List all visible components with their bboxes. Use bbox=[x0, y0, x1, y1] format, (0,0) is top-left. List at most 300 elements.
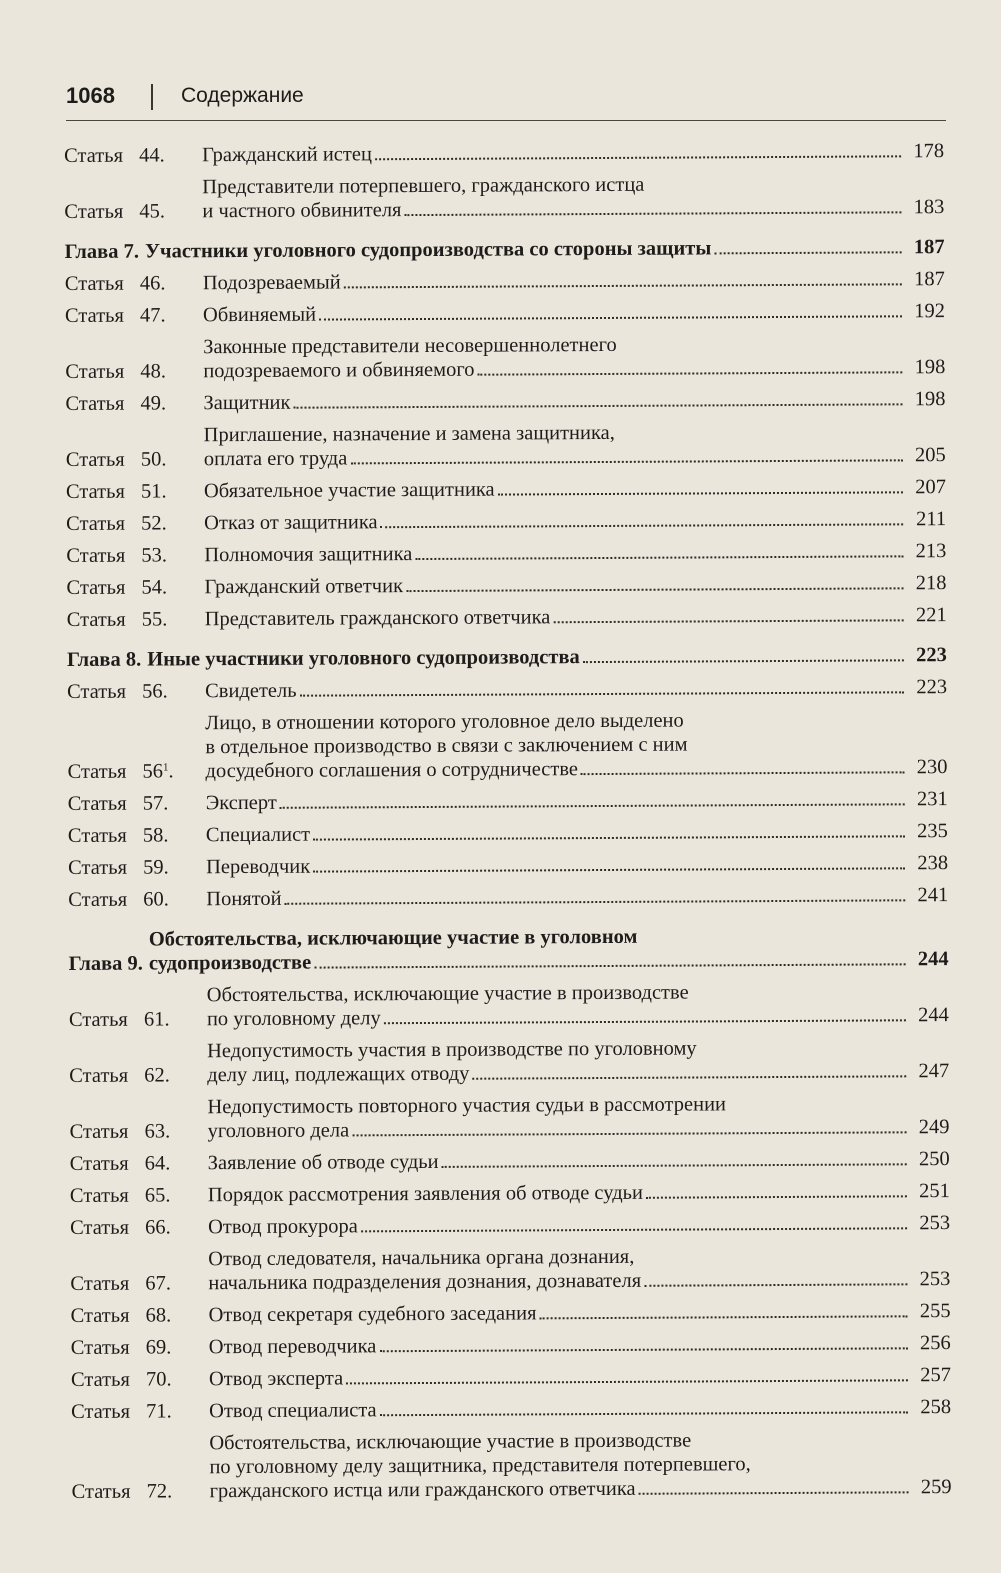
entry-body bbox=[205, 603, 947, 631]
chapter-label: Глава 9. bbox=[68, 952, 143, 975]
page-reference: 211 bbox=[916, 508, 947, 531]
page-reference: 247 bbox=[918, 1060, 950, 1083]
entry-body bbox=[206, 787, 948, 815]
dot-leader bbox=[375, 155, 901, 160]
article-label: Статья bbox=[71, 1480, 131, 1503]
entry-line bbox=[204, 507, 946, 535]
dot-leader bbox=[406, 587, 904, 592]
entry-body bbox=[145, 235, 945, 263]
toc-entry bbox=[70, 1143, 950, 1180]
entry-title: Порядок рассмотрения заявления об отводе судьи bbox=[207, 1181, 643, 1207]
dot-leader bbox=[313, 867, 905, 872]
entry-line bbox=[203, 299, 945, 327]
page-reference: 207 bbox=[915, 476, 947, 499]
entry-line bbox=[206, 787, 948, 815]
article-number-value: 49. bbox=[140, 392, 167, 415]
dot-leader bbox=[415, 555, 903, 560]
article-number bbox=[143, 887, 206, 911]
article-number-value: 52. bbox=[141, 512, 167, 535]
article-number bbox=[139, 143, 202, 167]
article-number-value: 63. bbox=[144, 1120, 171, 1143]
entry-title: Недопустимость повторного участия судьи в рассмотрении bbox=[207, 1093, 727, 1119]
dot-leader bbox=[553, 619, 903, 623]
toc-entry bbox=[66, 503, 946, 540]
page-reference: 244 bbox=[917, 948, 949, 971]
toc-entry bbox=[64, 135, 944, 172]
page-reference: 218 bbox=[915, 572, 947, 595]
toc-entry bbox=[67, 671, 947, 708]
toc-entry bbox=[68, 783, 948, 820]
toc-entry bbox=[66, 415, 946, 476]
toc-entry bbox=[70, 1239, 950, 1300]
entry-body bbox=[207, 1035, 949, 1087]
article-number-value: 58. bbox=[142, 824, 169, 847]
dot-leader bbox=[384, 1019, 906, 1024]
article-number bbox=[142, 607, 205, 631]
dot-leader bbox=[472, 1075, 906, 1079]
page-reference: 256 bbox=[919, 1332, 951, 1355]
article-number bbox=[140, 391, 203, 415]
entry-line bbox=[207, 1059, 949, 1087]
article-number-superscript: 1 bbox=[162, 761, 169, 774]
article-number bbox=[140, 271, 203, 295]
article-number-value: 56 bbox=[142, 760, 164, 783]
entry-body bbox=[209, 1363, 951, 1391]
article-number-value: 61. bbox=[143, 1008, 170, 1031]
article-number-value: 67. bbox=[145, 1272, 172, 1295]
article-label: Статья bbox=[64, 304, 124, 327]
entry-title: в отдельное производство в связи с заключением с ним bbox=[205, 733, 688, 759]
entry-title: по уголовному делу защитника, представителя потерпевшего, bbox=[209, 1453, 751, 1479]
page-reference: 251 bbox=[919, 1180, 950, 1203]
entry-line bbox=[206, 851, 948, 879]
page-reference: 187 bbox=[913, 236, 945, 259]
entry-line bbox=[207, 1003, 949, 1031]
entry-body bbox=[207, 979, 949, 1031]
entry-body bbox=[204, 539, 946, 567]
entry-title: Участники уголовного судопроизводства со стороны защиты bbox=[144, 237, 712, 263]
entry-title: Свидетель bbox=[205, 679, 297, 703]
toc-chapter bbox=[67, 631, 947, 676]
entry-body bbox=[204, 475, 946, 503]
entry-line bbox=[149, 947, 949, 975]
toc-entry bbox=[65, 295, 945, 332]
article-number-value: 69. bbox=[145, 1336, 172, 1359]
article-label: Статья bbox=[64, 144, 124, 167]
dot-leader bbox=[280, 803, 905, 808]
toc-entry bbox=[65, 383, 945, 420]
article-label: Статья bbox=[70, 1272, 130, 1295]
entry-line bbox=[203, 267, 945, 295]
entry-line bbox=[208, 1179, 950, 1207]
article-number-value: 56. bbox=[142, 680, 168, 703]
article-number bbox=[143, 791, 206, 815]
article-number bbox=[143, 823, 206, 847]
entry-body bbox=[206, 851, 948, 879]
article-label: Статья bbox=[70, 1216, 130, 1239]
entry-title: Понятой bbox=[206, 887, 282, 911]
article-number bbox=[139, 199, 202, 223]
article-number bbox=[144, 1007, 207, 1031]
entry-title: Переводчик bbox=[206, 855, 311, 879]
entry-title: Приглашение, назначение и замена защитника, bbox=[203, 421, 615, 447]
entry-body bbox=[205, 675, 947, 703]
dot-leader bbox=[352, 1131, 906, 1136]
page-number: 1068 bbox=[66, 83, 115, 108]
toc-entry bbox=[69, 1031, 949, 1092]
entry-line bbox=[204, 571, 946, 599]
page-reference: 198 bbox=[914, 388, 946, 411]
article-number-value: 55. bbox=[141, 608, 168, 631]
entry-line bbox=[205, 675, 947, 703]
article-number-value: 47. bbox=[139, 304, 166, 327]
dot-leader bbox=[477, 371, 902, 375]
article-label: Статья bbox=[64, 200, 124, 223]
article-number bbox=[146, 1479, 209, 1503]
page-reference: 231 bbox=[916, 788, 948, 811]
dot-leader bbox=[346, 1379, 908, 1384]
entry-title: начальника подразделения дознания, дознавателя bbox=[208, 1269, 642, 1295]
page-reference: 178 bbox=[913, 140, 945, 163]
article-label: Статья bbox=[67, 824, 127, 847]
header-rule bbox=[66, 120, 946, 121]
entry-line bbox=[208, 1147, 950, 1175]
article-number-value: 53. bbox=[141, 544, 168, 567]
article-number-value: 60. bbox=[143, 888, 169, 911]
toc-entry bbox=[68, 847, 948, 884]
article-number bbox=[144, 1119, 207, 1143]
entry-body bbox=[207, 1091, 949, 1143]
entry-body bbox=[208, 1299, 950, 1327]
page-reference: 255 bbox=[919, 1300, 951, 1323]
article-label: Статья bbox=[71, 1400, 131, 1423]
article-label: Статья bbox=[66, 544, 126, 567]
article-label: Статья bbox=[67, 792, 127, 815]
entry-body bbox=[208, 1147, 950, 1175]
dot-leader bbox=[380, 1411, 908, 1416]
page-reference: 213 bbox=[915, 540, 947, 563]
dot-leader bbox=[300, 691, 905, 696]
article-label: Статья bbox=[68, 856, 128, 879]
toc-entry bbox=[69, 975, 949, 1036]
entry-title: Полномочия защитника bbox=[204, 543, 413, 567]
article-number bbox=[143, 855, 206, 879]
toc-entry bbox=[70, 1295, 950, 1332]
article-label: Статья bbox=[70, 1368, 130, 1391]
article-number-value: 66. bbox=[145, 1216, 171, 1239]
article-number bbox=[142, 759, 205, 783]
entry-line bbox=[209, 1331, 951, 1359]
article-label: Статья bbox=[69, 1152, 129, 1175]
dot-leader bbox=[714, 251, 901, 254]
entry-body bbox=[206, 819, 948, 847]
article-number bbox=[145, 1271, 208, 1295]
entry-line bbox=[202, 139, 944, 167]
toc-entry bbox=[66, 535, 946, 572]
entry-title: Отказ от защитника bbox=[204, 511, 378, 535]
entry-title: по уголовному делу bbox=[206, 1007, 381, 1031]
article-number bbox=[141, 575, 204, 599]
entry-line bbox=[209, 1395, 951, 1423]
entry-title: Обстоятельства, исключающие участие в уголовном bbox=[148, 925, 638, 951]
toc-entry bbox=[68, 879, 948, 916]
dot-leader bbox=[379, 1347, 907, 1352]
header-divider bbox=[151, 84, 153, 110]
article-number-value: 54. bbox=[141, 576, 168, 599]
entry-line bbox=[209, 1363, 951, 1391]
entry-body bbox=[209, 1395, 951, 1423]
toc-entry bbox=[69, 1087, 949, 1148]
page-reference: 183 bbox=[913, 196, 945, 219]
entry-title: Иные участники уголовного судопроизводства bbox=[147, 646, 580, 671]
article-label: Статья bbox=[69, 1184, 129, 1207]
page-reference: 223 bbox=[916, 644, 947, 667]
toc-entry bbox=[67, 599, 947, 636]
entry-title: подозреваемого и обвиняемого bbox=[203, 358, 475, 383]
article-number-value: 48. bbox=[140, 360, 166, 383]
entry-body bbox=[206, 883, 948, 911]
entry-body bbox=[203, 387, 945, 415]
article-number-value: 71. bbox=[146, 1400, 172, 1423]
article-number bbox=[145, 1151, 208, 1175]
entry-title: Заявление об отводе судьи bbox=[207, 1150, 439, 1175]
entry-body bbox=[204, 419, 946, 471]
article-number bbox=[141, 447, 204, 471]
article-label: Статья bbox=[64, 272, 124, 295]
entry-title: Законные представители несовершеннолетнего bbox=[203, 333, 617, 359]
entry-body bbox=[204, 571, 946, 599]
article-label: Статья bbox=[67, 680, 127, 703]
article-label: Статья bbox=[66, 608, 126, 631]
entry-title: Отвод эксперта bbox=[208, 1367, 344, 1391]
article-number-value: 70. bbox=[145, 1368, 172, 1391]
dot-leader bbox=[539, 1315, 907, 1319]
dot-leader bbox=[350, 459, 903, 464]
entry-title: судопроизводстве bbox=[148, 951, 312, 975]
entry-title: уголовного дела bbox=[207, 1119, 350, 1143]
entry-body bbox=[149, 923, 949, 975]
entry-title: досудебного соглашения о сотрудничестве bbox=[205, 758, 579, 783]
toc-entry bbox=[66, 471, 946, 508]
toc-entry bbox=[68, 815, 948, 852]
article-number bbox=[145, 1303, 208, 1327]
entry-body bbox=[208, 1243, 950, 1295]
page-reference: 192 bbox=[914, 300, 946, 323]
entry-title: Защитник bbox=[203, 391, 291, 415]
toc-entry bbox=[71, 1327, 951, 1364]
article-label: Статья bbox=[65, 392, 125, 415]
entry-line bbox=[205, 603, 947, 631]
entry-line bbox=[206, 883, 948, 911]
entry-body bbox=[208, 1211, 950, 1239]
article-number bbox=[141, 479, 204, 503]
article-number-value: 50. bbox=[140, 448, 167, 471]
chapter-label: Глава 7. bbox=[64, 240, 139, 263]
entry-line bbox=[203, 355, 945, 383]
dot-leader bbox=[381, 523, 904, 528]
article-number bbox=[145, 1215, 208, 1239]
entry-title: Отвод переводчика bbox=[208, 1335, 377, 1359]
article-number bbox=[146, 1335, 209, 1359]
toc-entry bbox=[71, 1391, 951, 1428]
entry-line bbox=[147, 643, 947, 671]
article-number-value: 44. bbox=[139, 144, 165, 167]
toc-entry bbox=[64, 167, 944, 228]
article-label: Статья bbox=[66, 512, 126, 535]
article-label: Статья bbox=[68, 888, 128, 911]
article-number bbox=[145, 1183, 208, 1207]
entry-title: и частного обвинителя bbox=[202, 199, 402, 223]
article-number bbox=[144, 1063, 207, 1087]
entry-line bbox=[208, 1267, 950, 1295]
entry-line bbox=[145, 235, 945, 263]
article-number-value: 59. bbox=[143, 856, 169, 879]
article-number-value: 68. bbox=[145, 1304, 172, 1327]
page-reference: 241 bbox=[917, 884, 949, 907]
article-number-value: 65. bbox=[144, 1184, 171, 1207]
entry-body bbox=[205, 707, 947, 783]
article-number bbox=[146, 1367, 209, 1391]
article-number bbox=[141, 511, 204, 535]
entry-body bbox=[203, 299, 945, 327]
entry-title: Специалист bbox=[205, 823, 311, 847]
page-reference: 258 bbox=[920, 1396, 952, 1419]
dot-leader bbox=[583, 659, 904, 663]
article-label: Статья bbox=[66, 576, 126, 599]
page-reference: 187 bbox=[913, 268, 945, 291]
entry-line bbox=[204, 539, 946, 567]
entry-line bbox=[205, 755, 947, 783]
dot-leader bbox=[314, 963, 905, 968]
table-of-contents bbox=[64, 135, 952, 1508]
dot-leader bbox=[639, 1491, 909, 1495]
article-number-value: 62. bbox=[144, 1064, 170, 1087]
article-number-value: 64. bbox=[144, 1152, 171, 1175]
entry-line bbox=[207, 1115, 949, 1143]
entry-body bbox=[203, 267, 945, 295]
entry-title: Недопустимость участия в производстве по уголовному bbox=[207, 1037, 697, 1063]
entry-line bbox=[206, 819, 948, 847]
toc-entry bbox=[67, 703, 947, 788]
article-label: Статья bbox=[67, 760, 127, 783]
article-number bbox=[140, 303, 203, 327]
entry-title: Отвод специалиста bbox=[209, 1399, 377, 1423]
article-number bbox=[141, 543, 204, 567]
page-reference: 223 bbox=[916, 676, 948, 699]
toc-chapter bbox=[64, 223, 944, 268]
entry-title: делу лиц, подлежащих отводу bbox=[207, 1062, 470, 1087]
entry-body bbox=[209, 1427, 951, 1503]
page-reference: 238 bbox=[917, 852, 949, 875]
entry-line bbox=[203, 387, 945, 415]
entry-title: Эксперт bbox=[205, 791, 277, 815]
page-reference: 235 bbox=[917, 820, 948, 843]
entry-body bbox=[204, 507, 946, 535]
entry-title: Гражданский истец bbox=[202, 143, 372, 167]
toc-entry bbox=[71, 1423, 951, 1508]
toc-entry bbox=[70, 1207, 950, 1244]
entry-body bbox=[209, 1331, 951, 1359]
entry-title: Обвиняемый bbox=[202, 303, 317, 327]
entry-line bbox=[202, 195, 944, 223]
toc-entry bbox=[65, 263, 945, 300]
dot-leader bbox=[285, 899, 906, 904]
entry-title: Обстоятельства, исключающие участие в производстве bbox=[206, 981, 689, 1007]
article-label: Статья bbox=[65, 360, 125, 383]
page-reference: 244 bbox=[918, 1004, 949, 1027]
entry-title: Подозреваемый bbox=[202, 271, 341, 295]
entry-title: Отвод прокурора bbox=[208, 1215, 358, 1239]
entry-line bbox=[208, 1299, 950, 1327]
dot-leader bbox=[581, 771, 905, 775]
toc-entry bbox=[70, 1175, 950, 1212]
article-label: Статья bbox=[65, 480, 125, 503]
article-label: Статья bbox=[70, 1336, 130, 1359]
toc-chapter bbox=[68, 911, 948, 980]
page-reference: 253 bbox=[919, 1212, 951, 1235]
article-label: Статья bbox=[70, 1304, 130, 1327]
entry-title: Представители потерпевшего, гражданского истца bbox=[202, 173, 645, 199]
entry-line bbox=[204, 443, 946, 471]
entry-title: Обстоятельства, исключающие участие в производстве bbox=[209, 1429, 692, 1455]
dot-leader bbox=[442, 1163, 907, 1168]
page-reference: 205 bbox=[914, 444, 946, 467]
article-number-value: 46. bbox=[139, 272, 166, 295]
page-reference: 249 bbox=[918, 1116, 950, 1139]
page-reference: 253 bbox=[919, 1268, 951, 1291]
entry-title: гражданского истца или гражданского ответчика bbox=[209, 1477, 636, 1503]
dot-leader bbox=[361, 1227, 907, 1232]
page-reference: 198 bbox=[914, 356, 946, 379]
section-title: Содержание bbox=[181, 84, 304, 107]
entry-title: Обязательное участие защитника bbox=[203, 478, 495, 503]
entry-line bbox=[208, 1211, 950, 1239]
article-number-value: 72. bbox=[146, 1480, 173, 1503]
entry-title: Отвод следователя, начальника органа дознания, bbox=[208, 1245, 635, 1271]
article-label: Статья bbox=[65, 448, 125, 471]
article-number-value: 51. bbox=[140, 480, 167, 503]
entry-body bbox=[203, 331, 945, 383]
page-reference: 230 bbox=[916, 756, 948, 779]
entry-title: Гражданский ответчик bbox=[204, 575, 404, 599]
entry-title: Лицо, в отношении которого уголовное дело выделено bbox=[205, 709, 684, 735]
entry-line bbox=[209, 1475, 951, 1503]
entry-body bbox=[202, 139, 944, 167]
entry-title: Представитель гражданского ответчика bbox=[204, 606, 551, 631]
article-label: Статья bbox=[69, 1120, 129, 1143]
entry-title: Отвод секретаря судебного заседания bbox=[208, 1302, 537, 1327]
article-number bbox=[146, 1399, 209, 1423]
dot-leader bbox=[313, 835, 905, 840]
dot-leader bbox=[319, 315, 902, 320]
page-reference: 257 bbox=[920, 1364, 951, 1387]
toc-entry bbox=[66, 567, 946, 604]
dot-leader bbox=[293, 403, 902, 408]
article-number bbox=[140, 359, 203, 383]
dot-leader bbox=[644, 1283, 907, 1286]
toc-entry bbox=[65, 327, 945, 388]
article-number-suffix: . bbox=[168, 760, 174, 783]
running-head bbox=[66, 80, 946, 116]
chapter-label: Глава 8. bbox=[66, 648, 142, 671]
entry-body bbox=[202, 171, 944, 223]
dot-leader bbox=[344, 283, 902, 288]
article-label: Статья bbox=[69, 1064, 129, 1087]
entry-body bbox=[208, 1179, 950, 1207]
toc-entry bbox=[71, 1359, 951, 1396]
dot-leader bbox=[646, 1195, 907, 1198]
page-reference: 221 bbox=[915, 604, 947, 627]
